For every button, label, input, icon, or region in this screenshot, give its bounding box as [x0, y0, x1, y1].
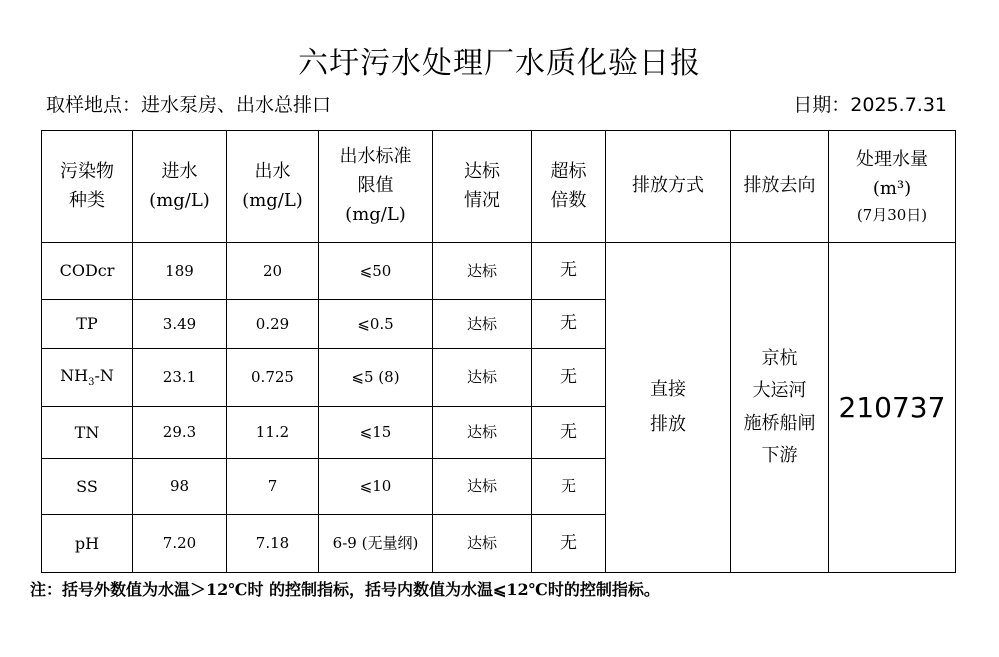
- header-influent: 进水 (mg/L): [133, 131, 227, 243]
- compliance-cell: 达标: [433, 349, 532, 407]
- limit-cell: ⩽50: [319, 243, 433, 300]
- report-title: 六圩污水处理厂水质化验日报: [298, 46, 701, 81]
- limit-cell: ⩽0.5: [319, 300, 433, 349]
- exceed-cell: 无: [532, 243, 606, 300]
- compliance-cell: 达标: [433, 515, 532, 573]
- exceed-cell: 无: [532, 349, 606, 407]
- species-cell: TN: [42, 407, 133, 459]
- effluent-cell: 20: [227, 243, 319, 300]
- species-cell: pH: [42, 515, 133, 573]
- header-limit: 出水标准 限值 (mg/L): [319, 131, 433, 243]
- influent-cell: 29.3: [133, 407, 227, 459]
- report-date: 日期：2025.7.31: [793, 94, 947, 116]
- discharge-method-cell: 直接 排放: [606, 243, 731, 573]
- compliance-cell: 达标: [433, 300, 532, 349]
- compliance-cell: 达标: [433, 459, 532, 515]
- influent-cell: 189: [133, 243, 227, 300]
- sampling-location: 取样地点：进水泵房、出水总排口: [46, 94, 332, 116]
- exceed-cell: 无: [532, 300, 606, 349]
- effluent-cell: 7: [227, 459, 319, 515]
- header-row: [42, 131, 956, 243]
- header-effluent: 出水 (mg/L): [227, 131, 319, 243]
- exceed-cell: 无: [532, 459, 606, 515]
- influent-cell: 98: [133, 459, 227, 515]
- species-cell: SS: [42, 459, 133, 515]
- header-method: 排放方式: [606, 131, 731, 243]
- water-quality-table: [41, 130, 956, 573]
- header-compliance: 达标 情况: [433, 131, 532, 243]
- effluent-cell: 0.29: [227, 300, 319, 349]
- effluent-cell: 0.725: [227, 349, 319, 407]
- exceed-cell: 无: [532, 515, 606, 573]
- limit-cell: ⩽10: [319, 459, 433, 515]
- discharge-destination-cell: 京杭 大运河 施桥船闸 下游: [731, 243, 829, 573]
- limit-cell: ⩽15: [319, 407, 433, 459]
- compliance-cell: 达标: [433, 407, 532, 459]
- header-exceed: 超标 倍数: [532, 131, 606, 243]
- effluent-cell: 11.2: [227, 407, 319, 459]
- effluent-cell: 7.18: [227, 515, 319, 573]
- species-cell: $NH_3-N$: [42, 349, 133, 407]
- header-species: 污染物 种类: [42, 131, 133, 243]
- influent-cell: 23.1: [133, 349, 227, 407]
- influent-cell: 7.20: [133, 515, 227, 573]
- species-cell: CODcr: [42, 243, 133, 300]
- limit-cell: 6-9 (无量纲): [319, 515, 433, 573]
- footnote: 注：括号外数值为水温＞12℃时 的控制指标，括号内数值为水温⩽12℃时的控制指标。: [30, 580, 660, 599]
- influent-cell: 3.49: [133, 300, 227, 349]
- header-volume: 处理水量 (m³) (7月30日): [829, 131, 956, 243]
- species-cell: TP: [42, 300, 133, 349]
- treated-volume-cell: 210737: [829, 243, 956, 573]
- limit-cell: ⩽5 (8): [319, 349, 433, 407]
- exceed-cell: 无: [532, 407, 606, 459]
- table-row: [42, 243, 956, 300]
- compliance-cell: 达标: [433, 243, 532, 300]
- header-destination: 排放去向: [731, 131, 829, 243]
